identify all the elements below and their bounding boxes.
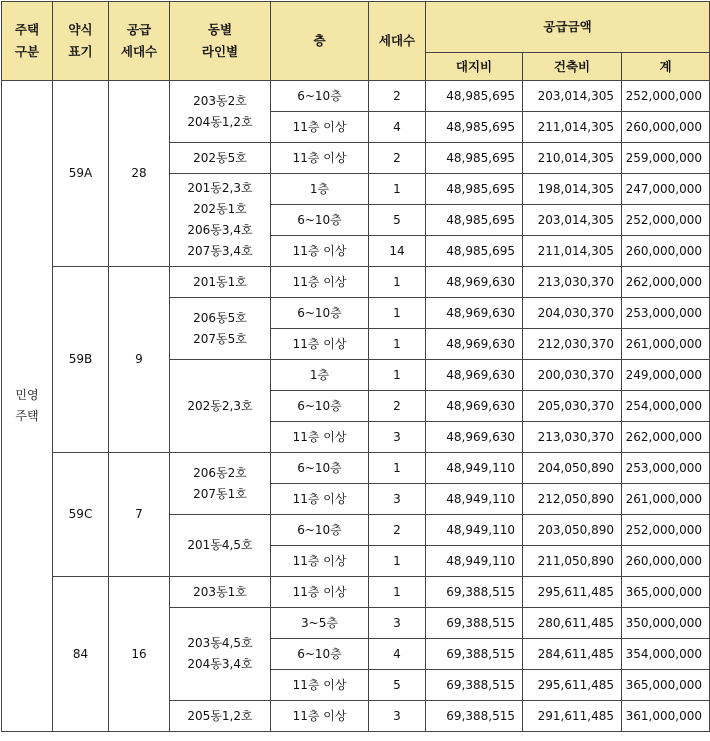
- building-cost-cell: 210,014,305: [523, 143, 622, 174]
- dong-line-cell: [170, 267, 271, 298]
- dong-line-cell: [170, 143, 271, 174]
- dong-line-text: 202동2,3호: [187, 398, 253, 413]
- total-cell: 261,000,000: [622, 484, 710, 515]
- total-cell: 252,000,000: [622, 81, 710, 112]
- floor-cell: 11층 이상: [271, 546, 369, 577]
- floor-cell: 1층: [271, 174, 369, 205]
- building-cost-cell: 204,030,370: [523, 298, 622, 329]
- total-cell: 354,000,000: [622, 639, 710, 670]
- households-cell: 3: [369, 701, 426, 732]
- land-cost-cell: 48,949,110: [426, 515, 523, 546]
- dong-line-text: 201동2,3호: [187, 181, 253, 195]
- building-cost-cell: 205,030,370: [523, 391, 622, 422]
- land-cost-cell: 48,969,630: [426, 267, 523, 298]
- total-cell: 254,000,000: [622, 391, 710, 422]
- abbreviation-cell: 59B: [53, 267, 109, 453]
- land-cost-cell: 69,388,515: [426, 670, 523, 701]
- header-land-cost: 대지비: [426, 53, 523, 81]
- header-supply-amount: 공급금액: [426, 2, 710, 53]
- dong-line-text: 203동1호: [193, 584, 247, 599]
- header-households: 세대수: [369, 2, 426, 81]
- dong-line-cell: [170, 360, 271, 453]
- floor-cell: 11층 이상: [271, 670, 369, 701]
- header-dong-line: 동별 라인별: [170, 2, 271, 81]
- building-cost-cell: 280,611,485: [523, 608, 622, 639]
- dong-line-text: 201동1호: [193, 274, 247, 289]
- land-cost-cell: 69,388,515: [426, 639, 523, 670]
- floor-cell: 11층 이상: [271, 422, 369, 453]
- land-cost-cell: 69,388,515: [426, 608, 523, 639]
- dong-line-text: 203동4,5호: [187, 636, 253, 650]
- total-cell: 261,000,000: [622, 329, 710, 360]
- households-cell: 1: [369, 267, 426, 298]
- dong-line-cell: [170, 701, 271, 732]
- dong-line-cell: [170, 515, 271, 577]
- supply-price-table: [1, 1, 710, 732]
- table-row: [2, 267, 710, 298]
- supply-units-cell: 16: [109, 577, 170, 732]
- floor-cell: 6~10층: [271, 298, 369, 329]
- dong-line-text: 206동3,4호: [187, 223, 253, 237]
- building-cost-cell: 203,014,305: [523, 81, 622, 112]
- land-cost-cell: 48,985,695: [426, 143, 523, 174]
- header-housing-type: 주택 구분: [2, 2, 53, 81]
- households-cell: 14: [369, 236, 426, 267]
- land-cost-cell: 48,969,630: [426, 329, 523, 360]
- total-cell: 253,000,000: [622, 453, 710, 484]
- land-cost-cell: 48,969,630: [426, 422, 523, 453]
- dong-line-cell: [170, 453, 271, 515]
- dong-line-text: 201동4,5호: [187, 538, 253, 552]
- building-cost-cell: 204,050,890: [523, 453, 622, 484]
- households-cell: 3: [369, 608, 426, 639]
- households-cell: 1: [369, 453, 426, 484]
- dong-line-text: 207동3,4호: [187, 244, 253, 258]
- building-cost-cell: 198,014,305: [523, 174, 622, 205]
- dong-line-text: 206동2호: [193, 465, 247, 480]
- building-cost-cell: 213,030,370: [523, 422, 622, 453]
- total-cell: 259,000,000: [622, 143, 710, 174]
- dong-line-cell: [170, 81, 271, 143]
- households-cell: 3: [369, 484, 426, 515]
- total-cell: 252,000,000: [622, 205, 710, 236]
- land-cost-cell: 48,985,695: [426, 236, 523, 267]
- land-cost-cell: 48,949,110: [426, 546, 523, 577]
- abbreviation-cell: 59A: [53, 81, 109, 267]
- dong-line-cell: [170, 577, 271, 608]
- supply-units-cell: 9: [109, 267, 170, 453]
- building-cost-cell: 295,611,485: [523, 577, 622, 608]
- households-cell: 1: [369, 298, 426, 329]
- households-cell: 3: [369, 422, 426, 453]
- total-cell: 365,000,000: [622, 670, 710, 701]
- header-building-cost: 건축비: [523, 53, 622, 81]
- dong-line-text: 207동5호: [193, 331, 247, 346]
- households-cell: 5: [369, 670, 426, 701]
- floor-cell: 11층 이상: [271, 329, 369, 360]
- building-cost-cell: 284,611,485: [523, 639, 622, 670]
- dong-line-text: 207동1호: [193, 486, 247, 501]
- households-cell: 2: [369, 143, 426, 174]
- land-cost-cell: 48,985,695: [426, 205, 523, 236]
- households-cell: 1: [369, 174, 426, 205]
- floor-cell: 6~10층: [271, 515, 369, 546]
- households-cell: 1: [369, 360, 426, 391]
- households-cell: 1: [369, 546, 426, 577]
- households-cell: 2: [369, 515, 426, 546]
- land-cost-cell: 69,388,515: [426, 701, 523, 732]
- floor-cell: 11층 이상: [271, 577, 369, 608]
- floor-cell: 6~10층: [271, 639, 369, 670]
- building-cost-cell: 213,030,370: [523, 267, 622, 298]
- land-cost-cell: 48,969,630: [426, 298, 523, 329]
- households-cell: 2: [369, 81, 426, 112]
- households-cell: 1: [369, 577, 426, 608]
- floor-cell: 6~10층: [271, 453, 369, 484]
- floor-cell: 11층 이상: [271, 236, 369, 267]
- total-cell: 262,000,000: [622, 422, 710, 453]
- floor-cell: 6~10층: [271, 81, 369, 112]
- total-cell: 252,000,000: [622, 515, 710, 546]
- supply-units-cell: 7: [109, 453, 170, 577]
- header-abbreviation: 약식 표기: [53, 2, 109, 81]
- total-cell: 365,000,000: [622, 577, 710, 608]
- table-row: [2, 577, 710, 608]
- dong-line-text: 202동1호: [193, 202, 247, 216]
- building-cost-cell: 212,030,370: [523, 329, 622, 360]
- floor-cell: 3~5층: [271, 608, 369, 639]
- land-cost-cell: 48,949,110: [426, 484, 523, 515]
- dong-line-text: 204동1,2호: [187, 114, 253, 129]
- floor-cell: 11층 이상: [271, 112, 369, 143]
- households-cell: 2: [369, 391, 426, 422]
- land-cost-cell: 48,949,110: [426, 453, 523, 484]
- header-row: [2, 2, 710, 53]
- dong-line-cell: [170, 174, 271, 267]
- dong-line-text: 206동5호: [193, 310, 247, 325]
- building-cost-cell: 295,611,485: [523, 670, 622, 701]
- land-cost-cell: 48,985,695: [426, 81, 523, 112]
- building-cost-cell: 203,014,305: [523, 205, 622, 236]
- dong-line-text: 204동3,4호: [187, 657, 253, 671]
- supply-units-cell: 28: [109, 81, 170, 267]
- dong-line-text: 202동5호: [193, 150, 247, 165]
- total-cell: 361,000,000: [622, 701, 710, 732]
- building-cost-cell: 211,050,890: [523, 546, 622, 577]
- households-cell: 1: [369, 329, 426, 360]
- building-cost-cell: 212,050,890: [523, 484, 622, 515]
- dong-line-text: 203동2호: [193, 93, 247, 108]
- households-cell: 4: [369, 639, 426, 670]
- dong-line-cell: [170, 608, 271, 701]
- header-floor: 층: [271, 2, 369, 81]
- building-cost-cell: 200,030,370: [523, 360, 622, 391]
- table-body: [2, 81, 710, 732]
- floor-cell: 11층 이상: [271, 484, 369, 515]
- dong-line-cell: [170, 298, 271, 360]
- land-cost-cell: 48,969,630: [426, 360, 523, 391]
- total-cell: 253,000,000: [622, 298, 710, 329]
- total-cell: 260,000,000: [622, 112, 710, 143]
- floor-cell: 11층 이상: [271, 267, 369, 298]
- floor-cell: 11층 이상: [271, 701, 369, 732]
- land-cost-cell: 48,985,695: [426, 174, 523, 205]
- header-total: 계: [622, 53, 710, 81]
- abbreviation-cell: 84: [53, 577, 109, 732]
- floor-cell: 1층: [271, 360, 369, 391]
- building-cost-cell: 291,611,485: [523, 701, 622, 732]
- land-cost-cell: 48,969,630: [426, 391, 523, 422]
- header-supply-units: 공급 세대수: [109, 2, 170, 81]
- abbreviation-cell: 59C: [53, 453, 109, 577]
- table-row: [2, 453, 710, 484]
- total-cell: 260,000,000: [622, 546, 710, 577]
- land-cost-cell: 69,388,515: [426, 577, 523, 608]
- housing-type-cell: [2, 81, 53, 732]
- total-cell: 247,000,000: [622, 174, 710, 205]
- total-cell: 262,000,000: [622, 267, 710, 298]
- housing-type-line: 민영: [15, 388, 39, 402]
- table-row: [2, 81, 710, 112]
- housing-type-line: 주택: [15, 409, 39, 423]
- building-cost-cell: 203,050,890: [523, 515, 622, 546]
- floor-cell: 6~10층: [271, 391, 369, 422]
- households-cell: 4: [369, 112, 426, 143]
- total-cell: 249,000,000: [622, 360, 710, 391]
- building-cost-cell: 211,014,305: [523, 112, 622, 143]
- floor-cell: 6~10층: [271, 205, 369, 236]
- dong-line-text: 205동1,2호: [187, 708, 253, 723]
- land-cost-cell: 48,985,695: [426, 112, 523, 143]
- building-cost-cell: 211,014,305: [523, 236, 622, 267]
- total-cell: 260,000,000: [622, 236, 710, 267]
- households-cell: 5: [369, 205, 426, 236]
- floor-cell: 11층 이상: [271, 143, 369, 174]
- total-cell: 350,000,000: [622, 608, 710, 639]
